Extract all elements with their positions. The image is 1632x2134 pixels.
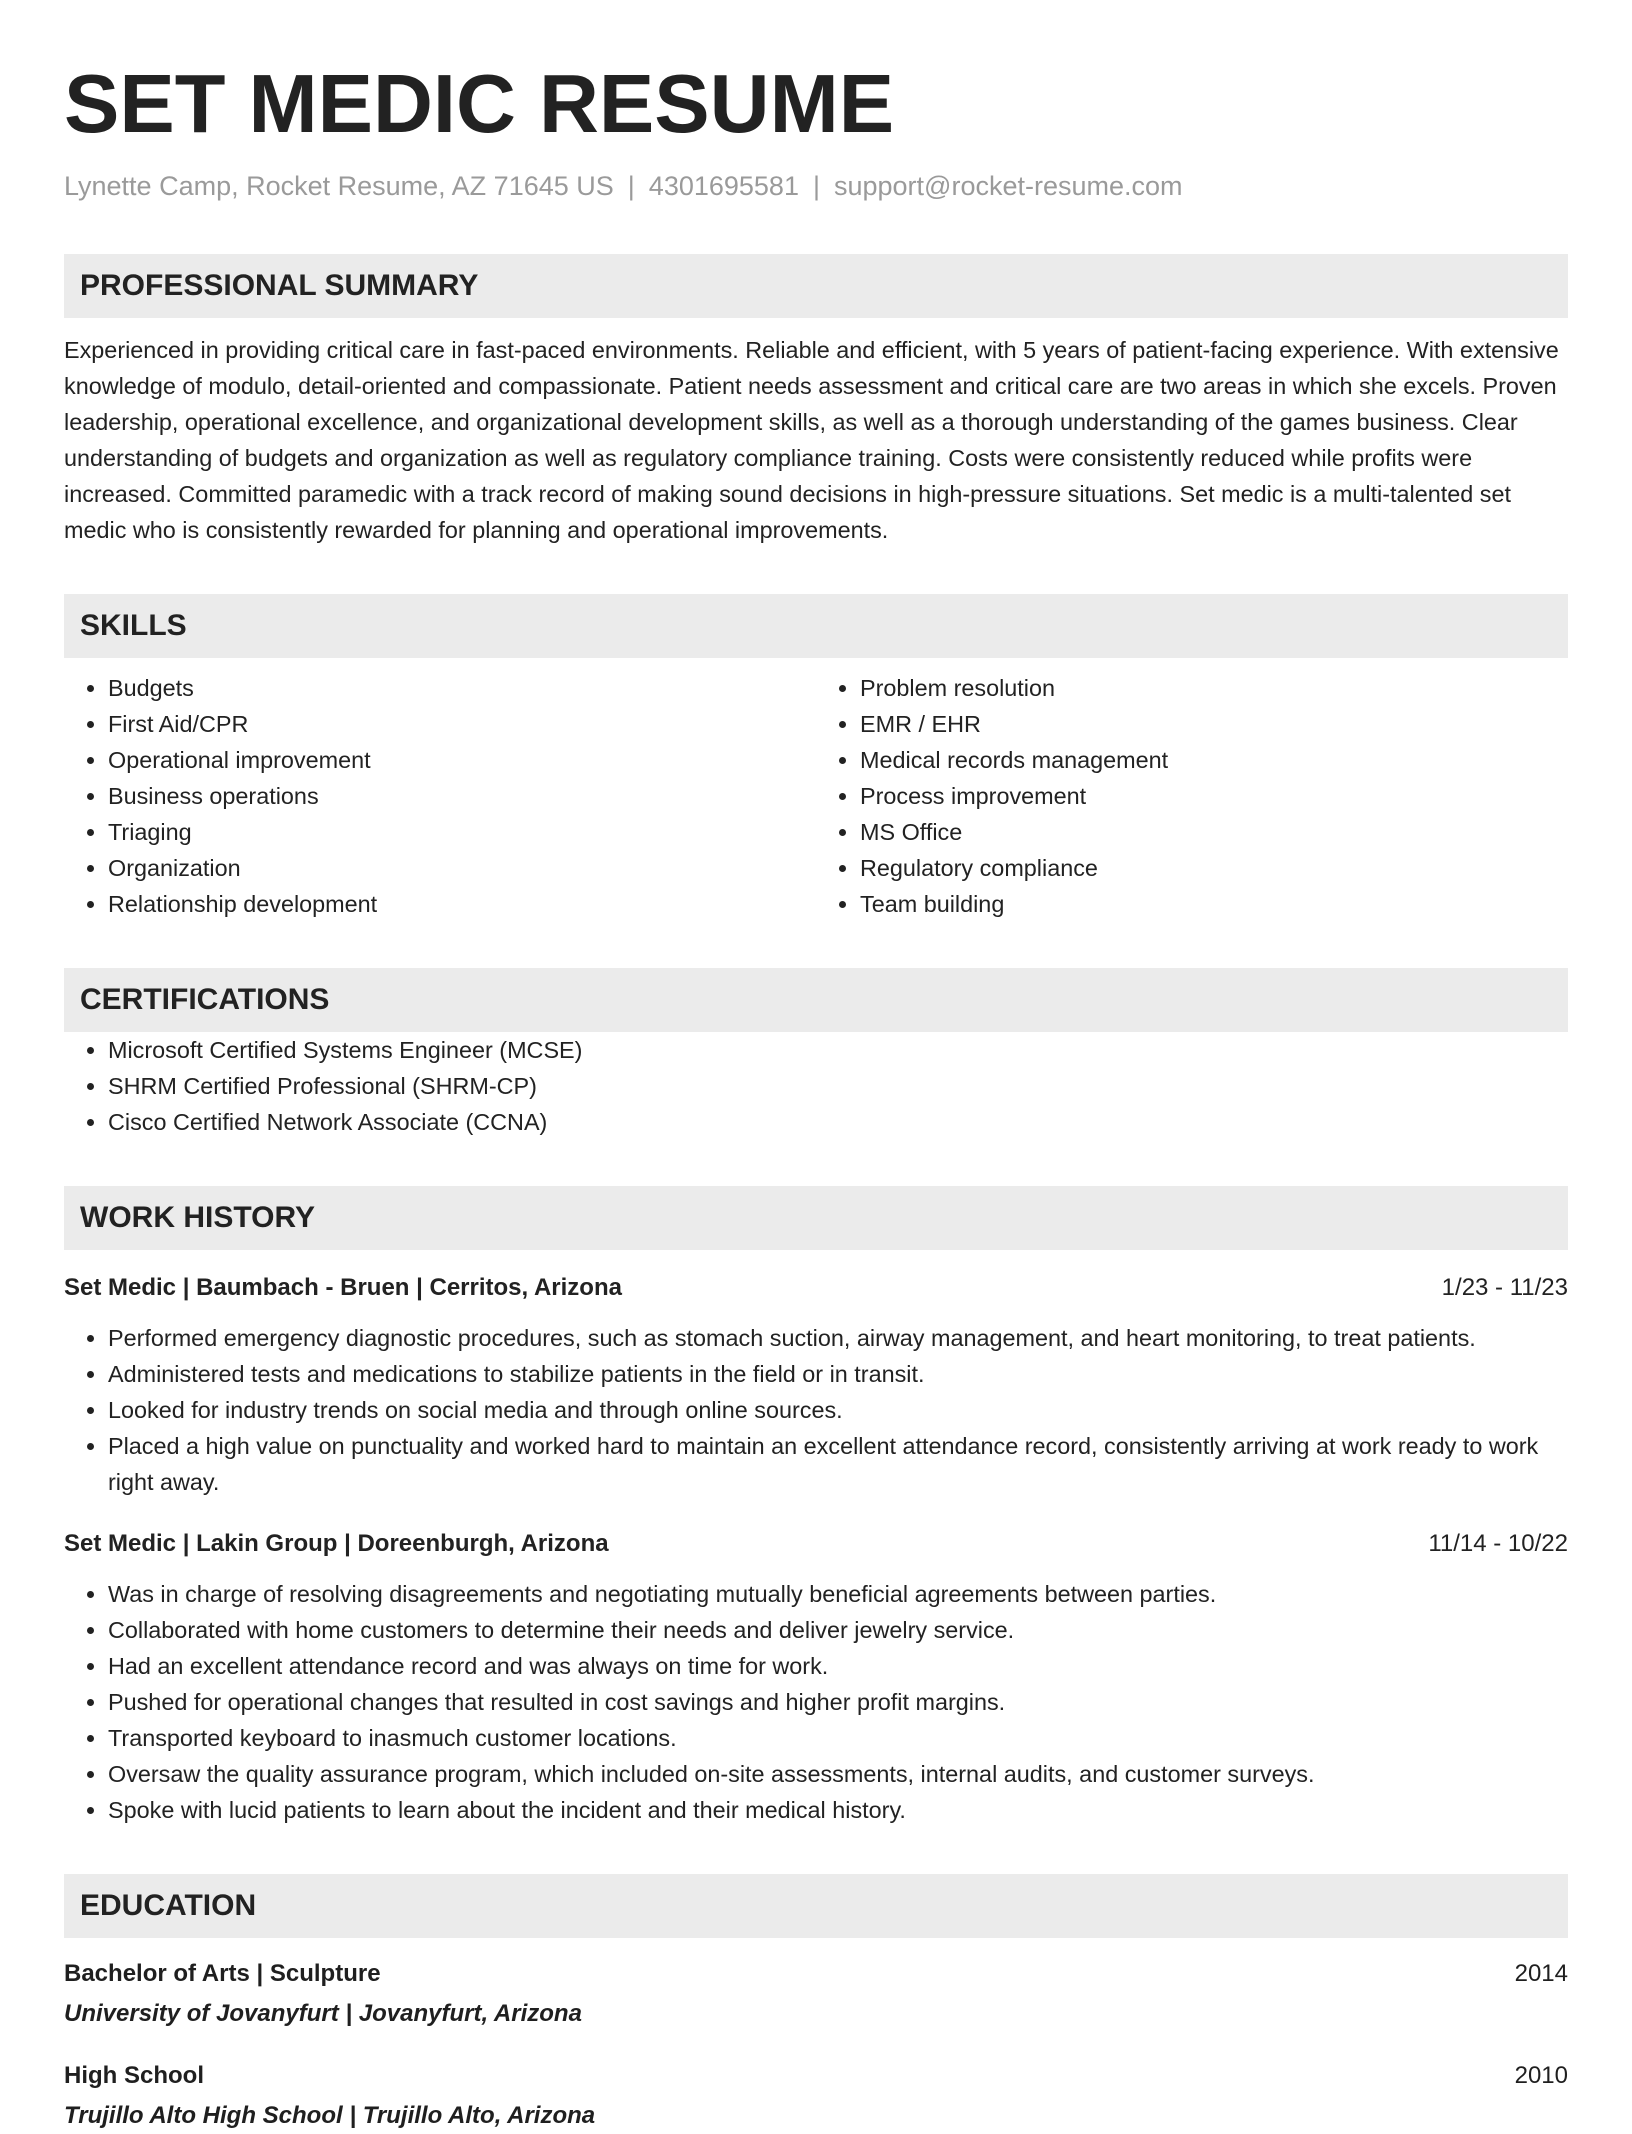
skill-item: • MS Office [860, 814, 1568, 850]
skill-item: • EMR / EHR [860, 706, 1568, 742]
education-degree: High School [64, 2062, 204, 2089]
job-bullets [64, 1320, 1568, 1500]
job-title: Set Medic | Baumbach - Bruen | Cerritos, Arizona [64, 1274, 622, 1301]
skill-item: • Relationship development [108, 886, 816, 922]
certification-item: • Cisco Certified Network Associate (CCNA) [108, 1104, 1568, 1140]
skill-item: • Business operations [108, 778, 816, 814]
job-bullet: • Administered tests and medications to stabilize patients in the field or in transit. [108, 1356, 1568, 1392]
skill-item: • Budgets [108, 670, 816, 706]
education-school: Trujillo Alto High School | Trujillo Alto, Arizona [64, 2102, 596, 2129]
section-heading-summary: PROFESSIONAL SUMMARY [64, 254, 1568, 318]
job-bullet: • Had an excellent attendance record and was always on time for work. [108, 1648, 1568, 1684]
education-school: University of Jovanyfurt | Jovanyfurt, Arizona [64, 2000, 582, 2027]
skill-item: • First Aid/CPR [108, 706, 816, 742]
skill-item: • Medical records management [860, 742, 1568, 778]
education-year: 2014 [1514, 1960, 1568, 1987]
contact-email: support@rocket-resume.com [833, 171, 1183, 201]
education-header [64, 2058, 1568, 2094]
job-bullet: • Collaborated with home customers to determine their needs and deliver jewelry service. [108, 1612, 1568, 1648]
job-dates: 1/23 - 11/23 [1441, 1274, 1568, 1301]
skills-column-left [64, 670, 816, 922]
certification-item: • Microsoft Certified Systems Engineer (MCSE) [108, 1032, 1568, 1068]
job-header [64, 1526, 1568, 1562]
contact-separator: | [812, 171, 820, 201]
contact-line [64, 168, 1568, 204]
skill-item: • Problem resolution [860, 670, 1568, 706]
education-degree: Bachelor of Arts | Sculpture [64, 1960, 381, 1987]
education-entry [64, 1956, 1568, 2032]
skill-item: • Operational improvement [108, 742, 816, 778]
job-bullet: • Performed emergency diagnostic procedures, such as stomach suction, airway management, and heart monitoring, to treat patients. [108, 1320, 1568, 1356]
job-bullets [64, 1576, 1568, 1828]
section-heading-education: EDUCATION [64, 1874, 1568, 1938]
skill-item: • Regulatory compliance [860, 850, 1568, 886]
education-entry [64, 2058, 1568, 2134]
section-heading-work-history: WORK HISTORY [64, 1186, 1568, 1250]
job-bullet: • Placed a high value on punctuality and worked hard to maintain an excellent attendance record, consistently arriving at work ready to work right away. [108, 1428, 1568, 1500]
certification-item: • SHRM Certified Professional (SHRM-CP) [108, 1068, 1568, 1104]
contact-address: Lynette Camp, Rocket Resume, AZ 71645 US [64, 171, 614, 201]
job-dates: 11/14 - 10/22 [1428, 1530, 1568, 1557]
job-entry [64, 1270, 1568, 1500]
contact-phone: 4301695581 [648, 171, 799, 201]
skills-list-right [816, 670, 1568, 922]
skill-item: • Process improvement [860, 778, 1568, 814]
section-heading-skills: SKILLS [64, 594, 1568, 658]
skill-item: • Organization [108, 850, 816, 886]
skills-grid [64, 670, 1568, 922]
summary-text: Experienced in providing critical care in fast-paced environments. Reliable and efficient, with 5 years of patient-facing experience. With extensive knowledge of modulo, detail-oriented and compassionate. Patient needs assessment and critical care are two areas in which she excels. Proven leadership, operational excellence, and organizational development skills, as well as a thorough understanding of the games business. Clear understanding of budgets and organization as well as regulatory compliance training. Costs were consistently reduced while profits were increased. Committed paramedic with a track record of making sound decisions in high-pressure situations. Set medic is a multi-talented set medic who is consistently rewarded for planning and operational improvements. [64, 337, 1559, 543]
job-bullet: • Transported keyboard to inasmuch customer locations. [108, 1720, 1568, 1756]
job-bullet: • Spoke with lucid patients to learn about the incident and their medical history. [108, 1792, 1568, 1828]
contact-separator: | [627, 171, 635, 201]
certifications-list [64, 1032, 1568, 1140]
resume-title: SET MEDIC RESUME [64, 57, 895, 150]
skill-item: • Triaging [108, 814, 816, 850]
education-year: 2010 [1514, 2062, 1568, 2089]
skills-column-right [816, 670, 1568, 922]
skill-item: • Team building [860, 886, 1568, 922]
job-bullet: • Pushed for operational changes that resulted in cost savings and higher profit margins. [108, 1684, 1568, 1720]
skills-list-left [64, 670, 816, 922]
education-header [64, 1956, 1568, 1992]
job-entry [64, 1526, 1568, 1828]
section-heading-certifications: CERTIFICATIONS [64, 968, 1568, 1032]
job-header [64, 1270, 1568, 1306]
job-bullet: • Looked for industry trends on social media and through online sources. [108, 1392, 1568, 1428]
job-bullet: • Was in charge of resolving disagreements and negotiating mutually beneficial agreements between parties. [108, 1576, 1568, 1612]
job-bullet: • Oversaw the quality assurance program, which included on-site assessments, internal audits, and customer surveys. [108, 1756, 1568, 1792]
job-title: Set Medic | Lakin Group | Doreenburgh, Arizona [64, 1530, 609, 1557]
